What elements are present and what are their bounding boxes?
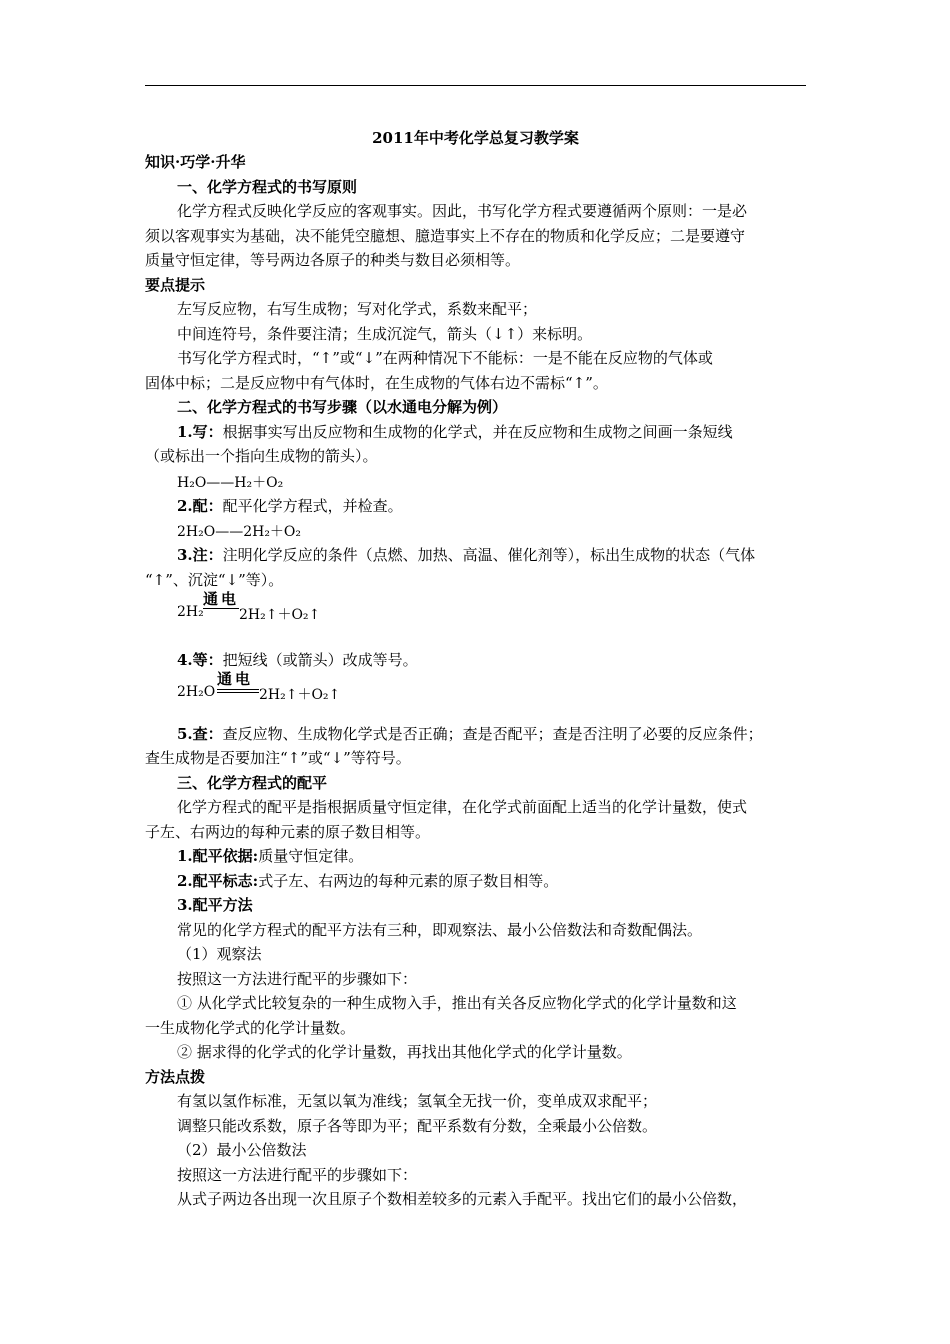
step-5-continued: 查生成物是否要加注“↑”或“↓”等符号。 [145, 749, 411, 767]
step-2: 2.配：配平化学方程式，并检查。 [177, 497, 403, 515]
key-point-line: 书写化学方程式时，“↑”或“↓”在两种情况下不能标：一是不能在反应物的气体或 [177, 349, 713, 367]
step-label: 2.配： [177, 497, 223, 515]
header-rule [145, 85, 806, 86]
heading-balancing: 三、化学方程式的配平 [177, 774, 328, 792]
step-label: 3.注： [177, 546, 223, 564]
step-4: 4.等：把短线（或箭头）改成等号。 [177, 651, 418, 669]
condition-line [203, 608, 239, 609]
item-label: 1.配平依据: [177, 847, 259, 865]
observation-step-2: ② 据求得的化学式的化学计量数，再找出其他化学式的化学计量数。 [177, 1043, 632, 1061]
heading-writing-principles: 一、化学方程式的书写原则 [177, 178, 358, 196]
equation-reactant: 2H₂O [177, 684, 216, 700]
equation-products: 2H₂↑＋O₂↑ [239, 607, 321, 623]
heading-method-tips: 方法点拨 [145, 1068, 206, 1086]
step-3: 3.注：注明化学反应的条件（点燃、加热、高温、催化剂等），标出生成物的状态（气体 [177, 546, 756, 564]
section-heading: 知识·巧学·升华 [145, 153, 246, 171]
key-point-line: 固体中标；二是反应物中有气体时，在生成物的气体右边不需标“↑”。 [145, 374, 608, 392]
balancing-mark: 2.配平标志:式子左、右两边的每种元素的原子数目相等。 [177, 872, 559, 890]
step-1: 1.写：根据事实写出反应物和生成物的化学式，并在反应物和生成物之间画一条短线 [177, 423, 733, 441]
method-tip-line: 有氢以氢作标准，无氢以氧为准线；氢氧全无找一价，变单成双求配平； [177, 1092, 658, 1110]
step-3-continued: “↑”、沉淀“↓”等）。 [145, 571, 284, 589]
paragraph-line: 子左、右两边的每种元素的原子数目相等。 [145, 823, 431, 841]
paragraph-line: 须以客观事实为基础，决不能凭空臆想、臆造事实上不存在的物质和化学反应；二是要遵守 [145, 227, 746, 245]
observation-step-1-continued: 一生成物化学式的化学计量数。 [145, 1019, 356, 1037]
step-1-continued: （或标出一个指向生成物的箭头）。 [145, 447, 378, 465]
reaction-condition: 通电 [217, 670, 254, 688]
paragraph-line: 化学方程式反映化学反应的客观事实。因此，书写化学方程式要遵循两个原则：一是必 [177, 202, 748, 220]
method-tip-line: 调整只能改系数，原子各等即为平；配平系数有分数，全乘最小公倍数。 [177, 1117, 658, 1135]
paragraph-line: 常见的化学方程式的配平方法有三种，即观察法、最小公倍数法和奇数配偶法。 [177, 921, 703, 939]
paragraph-line: 按照这一方法进行配平的步骤如下： [177, 1166, 418, 1184]
subheading-lcm: （2）最小公倍数法 [177, 1141, 307, 1159]
subheading-observation: （1）观察法 [177, 945, 262, 963]
equation-reactant: 2H₂ [177, 604, 204, 620]
paragraph-line: 从式子两边各出现一次且原子个数相差较多的元素入手配平。找出它们的最小公倍数， [177, 1190, 748, 1208]
key-point-line: 中间连符号，条件要注清；生成沉淀气，箭头（↓↑）来标明。 [177, 325, 593, 343]
reaction-condition: 通电 [203, 590, 240, 608]
equation-2: 2H₂O——2H₂＋O₂ [177, 524, 302, 540]
key-point-line: 左写反应物，右写生成物；写对化学式，系数来配平； [177, 300, 538, 318]
observation-step-1: ① 从化学式比较复杂的一种生成物入手，推出有关各反应物化学式的化学计量数和这 [177, 994, 737, 1012]
step-label: 1.写： [177, 423, 223, 441]
heading-key-points: 要点提示 [145, 276, 206, 294]
balancing-methods-heading: 3.配平方法 [177, 896, 253, 914]
document-title: 2011年中考化学总复习教学案 [372, 129, 579, 147]
paragraph-line: 质量守恒定律，等号两边各原子的种类与数目必须相等。 [145, 251, 521, 269]
balancing-basis: 1.配平依据:质量守恒定律。 [177, 847, 364, 865]
equals-line-top [217, 689, 259, 690]
paragraph-line: 按照这一方法进行配平的步骤如下： [177, 970, 418, 988]
equation-products: 2H₂↑＋O₂↑ [259, 687, 341, 703]
heading-writing-steps: 二、化学方程式的书写步骤（以水通电分解为例） [177, 398, 508, 416]
step-5: 5.查：查反应物、生成物化学式是否正确；查是否配平；查是否注明了必要的反应条件； [177, 725, 763, 743]
item-label: 2.配平标志: [177, 872, 259, 890]
equation-1: H₂O——H₂＋O₂ [177, 475, 284, 491]
step-label: 4.等： [177, 651, 223, 669]
paragraph-line: 化学方程式的配平是指根据质量守恒定律，在化学式前面配上适当的化学计量数，使式 [177, 798, 748, 816]
step-label: 5.查： [177, 725, 223, 743]
equals-line-bottom [217, 692, 259, 693]
equation-4 [177, 670, 377, 706]
equation-3 [177, 590, 377, 626]
